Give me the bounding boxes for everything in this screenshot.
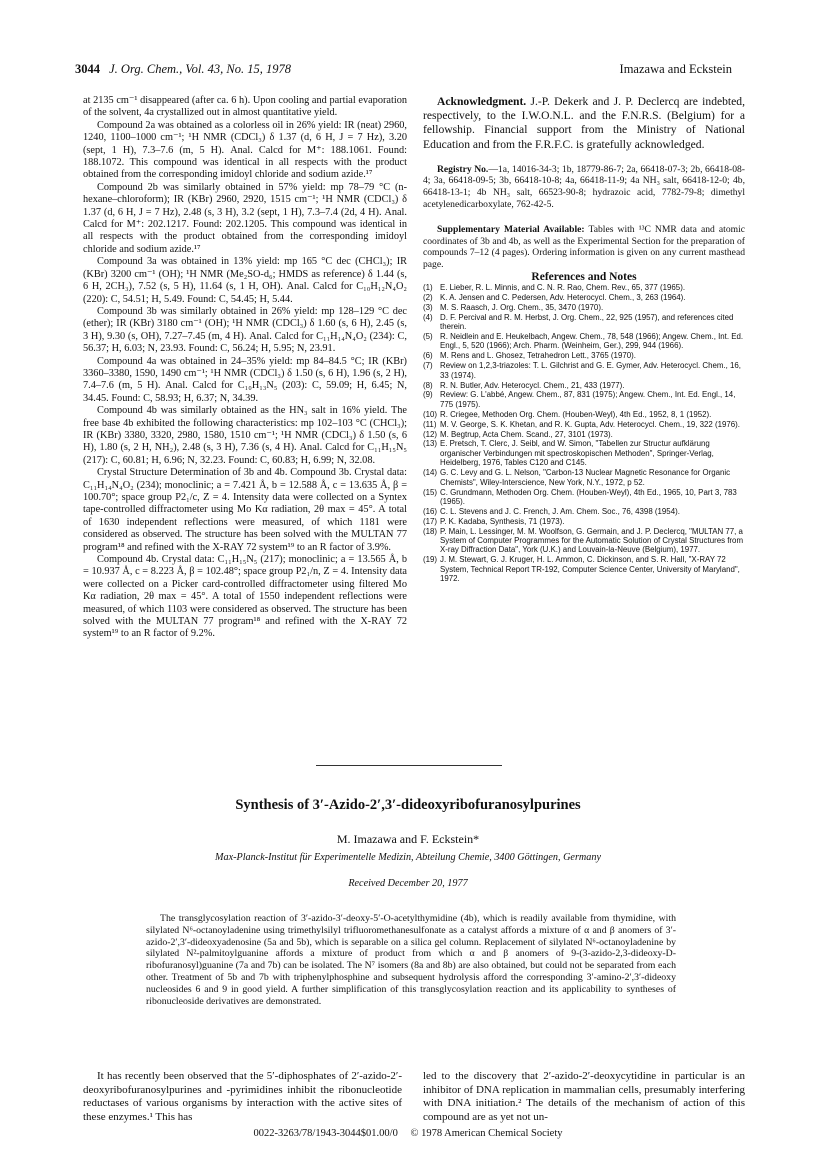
reference-text: R. Neidlein and E. Heukelbach, Angew. Chem., 78, 548 (1966); Angew. Chem., Int. Ed. Engl., 5, 520 (1966); Arch. Pharm. (Weinheim, Ger.), 299, 944 (1966). [440,332,744,351]
reference-number: (5) [423,332,433,341]
acknowledgment-text: J.-P. Dekerk and J. P. Declercq are indebted, respectively, to the I.W.O.N.L. and the F.N.R.S. (Belgium) for a fellowship. Financial support from the Ministry of National Education and from the F.R.F.C. is gratefully acknowledged. [423,95,745,151]
article-affiliation: Max-Planck-Institut für Experimentelle Medizin, Abteilung Chemie, 3400 Göttingen, Germany [214,852,601,863]
supplementary-material [423,224,745,270]
reference-item [423,527,745,555]
reference-number: (6) [423,351,433,361]
reference-text: Review on 1,2,3-triazoles: T. L. Gilchrist and G. E. Gymer, Adv. Heterocycl. Chem., 16, 33 (1974). [440,361,741,380]
reference-item [423,439,745,467]
registry-heading: Registry No. [437,163,489,175]
reference-number: (12) [423,429,438,439]
body-text-left: It has recently been observed that the 5′-diphosphates of 2′-azido-2′-deoxyribofuranosylpurines and -pyrimidines inhibit the ribonucleotide reductases of various organisms by interaction with the active sites of these enzymes.¹ This has [83,1070,402,1123]
paragraph: Compound 3b was similarly obtained in 26% yield: mp 128–129 °C dec (ether); IR (KBr) 3180 cm⁻¹ (OH); ¹H NMR (CDCl₃) δ 1.60 (s, 6 H), 2.45 (s, 3 H), 9.30 (s, OH), 7.27–7.45 (m, 4 H). Anal. Calcd for C₁₁H₁₄N₄O₂ (234): C, 56.37; H, 6.03; N, 23.93. Found: C, 56.24; H, 5.95; N, 23.91. [83,305,407,355]
reference-text: E. Lieber, R. L. Minnis, and C. N. R. Rao, Chem. Rev., 65, 377 (1965). [440,282,686,292]
reference-number: (16) [423,506,438,516]
reference-text: C. Grundmann, Methoden Org. Chem. (Houben-Weyl), 4th Ed., 1965, 10, Part 3, 783 (1965). [440,487,737,506]
article-authors: M. Imazawa and F. Eckstein* [336,832,480,846]
article-code: 0022-3263/78/1943-3044$01.00/0 [253,1128,398,1139]
experimental-column [83,95,407,641]
reference-number: (10) [423,409,438,419]
reference-text: P. Main, L. Lessinger, M. M. Woolfson, G. Germain, and J. P. Declercq, "MULTAN 77, a System of Computer Programmes for the Automatic Solution of Crystal Structures from X-ray Diffraction Data", York (U.K.) and Louvain-la-Neuve (Belgium), 1977. [440,526,744,555]
reference-number: (17) [423,516,438,526]
supplementary-heading: Supplementary Material Available: [437,224,585,236]
reference-text: E. Pretsch, T. Clerc, J. Seibl, and W. Simon, "Tabellen zur Structur aufklärung organischer Verbindungen mit spectroskopischen Methoden", Springer-Verlag, Heidelberg, 1976, Tables C120 and C145. [440,439,714,468]
reference-text: R. N. Butler, Adv. Heterocycl. Chem., 21, 433 (1977). [440,380,625,390]
abstract: The transglycosylation reaction of 3′-azido-3′-deoxy-5′-O-acetylthymidine (4b), which is readily available from thymidine, with silylated N⁶-octanoyladenine using trimethylsilyl trifluoromethanesulfonate as a catalyst affords a mixture of α and β anomers of 3′-azido-2′,3′-dideoxyadenosine (5a and 5b), which is separable on a silica gel column. Replacement of silylated N⁶-octanoyladenine by silylated N²-palmitoylguanine affords a mixture of product from which α and β anomers of 9-(3-azido-2,3-dideoxy-D-ribofuranosyl)guanine (7a and 7b) can be isolated. The N⁷ isomers (8a and 8b) are also obtained, but could not be separated from each other. Treatment of 5b and 7b with triphenylphosphine and subsequent hydrolysis afford the corresponding 3′-amino-2′,3′-dideoxy nucleosides 6 and 9 in good yield. A further simplification of this transglycosylation reaction and its applicability to syntheses of ribonucleoside derivatives are demonstrated. [146,913,676,1007]
acknowledgment-heading: Acknowledgment. [437,95,527,108]
acknowledgment [423,95,745,152]
reference-text: M. S. Raasch, J. Org. Chem., 35, 3470 (1970). [440,302,604,312]
page-header-left [75,62,291,77]
reference-item [423,555,745,583]
reference-number: (3) [423,302,433,312]
reference-text: M. Begtrup, Acta Chem. Scand., 27, 3101 (1973). [440,429,613,439]
reference-item [423,390,745,409]
reference-item [423,420,745,429]
reference-item [423,488,745,507]
section-divider [316,765,502,766]
reference-text: D. F. Percival and R. M. Herbst, J. Org. Chem., 22, 925 (1957), and references cited therein. [440,312,734,332]
references-list [423,283,745,584]
reference-text: R. Criegee, Methoden Org. Chem. (Houben-Weyl), 4th Ed., 1952, 8, 1 (1952). [440,409,712,419]
reference-text: J. M. Stewart, G. J. Kruger, H. L. Ammon, C. Dickinson, and S. R. Hall, "X-RAY 72 System, Technical Report TR-192, Computer Science Center, University of Maryland", 1972. [440,555,740,584]
reference-item [423,410,745,419]
page-footer [0,1128,816,1139]
reference-item [423,313,745,332]
reference-text: C. L. Stevens and J. C. French, J. Am. Chem. Soc., 76, 4398 (1954). [440,506,680,516]
registry-numbers [423,164,745,210]
received-date: Received December 20, 1977 [348,878,468,889]
reference-text: Review: G. L'abbé, Angew. Chem., 87, 831 (1975); Angew. Chem., Int. Ed. Engl., 14, 775 (1975). [440,390,736,409]
reference-number: (8) [423,380,433,390]
reference-number: (1) [423,282,433,292]
reference-number: (9) [423,390,433,400]
reference-number: (7) [423,361,433,371]
paragraph: at 2135 cm⁻¹ disappeared (after ca. 6 h). Upon cooling and partial evaporation of the solvent, 4a crystallized out in almost quantitative yield. [83,95,407,119]
reference-number: (15) [423,487,438,497]
reference-text: M. Rens and L. Ghosez, Tetrahedron Lett., 3765 (1970). [440,351,636,361]
reference-number: (2) [423,292,433,302]
reference-number: (19) [423,555,438,565]
reference-number: (11) [423,419,437,429]
registry-text: —1a, 14016-34-3; 1b, 18779-86-7; 2a, 66418-07-3; 2b, 66418-08-4; 3a, 66418-09-5; 3b, 66418-10-8; 4a, 66418-11-9; 4a NH₃ salt, 66418-12-0; 4b, 66418-13-1; 4b NH₃ salt, 66523-90-8; hydrazoic acid, 7782-79-8; dimethyl acetylenedicarboxylate, 762-42-5. [423,163,745,210]
reference-item [423,361,745,380]
reference-text: K. A. Jensen and C. Pedersen, Adv. Heterocycl. Chem., 3, 263 (1964). [440,292,686,302]
reference-item [423,293,745,302]
paragraph: Compound 4b. Crystal data: C₁₁H₁₅N₅ (217); monoclinic; a = 13.565 Å, b = 10.937 Å, c = 8.223 Å, β = 102.48°; space group P2₁/n, Z = 4. Intensity data were collected on a Picker card-controlled diffractometer using filtered Mo Kα radiation, 2θ max = 45°. A total of 1550 independent reflections were measured, of which 1103 were considered as observed. The structure has been solved with the MULTAN 77 program¹⁸ and refined with the X-RAY 72 system¹⁹ to an R factor of 9.2%. [83,554,407,640]
reference-item [423,381,745,390]
reference-number: (18) [423,526,438,536]
paragraph: Compound 4b was similarly obtained as the HN₃ salt in 16% yield. The free base 4b exhibited the following characteristics: mp 102–103 °C (CHCl₃); IR (KBr) 3380, 3320, 2980, 1580, 1510 cm⁻¹; ¹H NMR (CDCl₃) δ 1.50 (s, 6 H), 1.80 (s, 2 H, NH₂), 2.48 (s, 3 H), 7.36 (s, 4 H). Anal. Calcd for C₁₁H₁₅N₅ (217): C, 60.81; H, 6.96; N, 32.23. Found: C, 60.83; H, 6.99; N, 32.08. [83,405,407,466]
reference-text: M. V. George, S. K. Khetan, and R. K. Gupta, Adv. Heterocycl. Chem., 19, 322 (1976). [440,419,741,429]
supplementary-text: Tables with ¹³C NMR data and atomic coordinates of 3b and 4b, as well as the Experimental Section for the preparation of compounds 7–12 (4 pages). Ordering information is given on any current masthead page. [423,224,745,270]
reference-item [423,351,745,360]
page-number: 3044 [75,62,100,76]
journal-citation: J. Org. Chem., Vol. 43, No. 15, 1978 [109,62,291,76]
paragraph: Compound 2b was similarly obtained in 57% yield: mp 78–79 °C (n-hexane–chloroform); IR (KBr) 2960, 2920, 1515 cm⁻¹; ¹H NMR (CDCl₃) δ 1.37 (d, 6 H, J = 7 Hz), 2.48 (s, 3 H), 3.2 (sept, 1 H), 7.3–7.4 (2d, 4 H). Anal. Calcd for M⁺: 202.1217. Found: 202.1205. This compound was identical in all respects with the product obtained from the corresponding imidoyl chloride and sodium azide.¹⁷ [83,181,407,255]
reference-item [423,303,745,312]
reference-item [423,507,745,516]
copyright: © 1978 American Chemical Society [410,1128,563,1139]
reference-item [423,517,745,526]
running-head: Imazawa and Eckstein [619,62,732,76]
reference-item [423,430,745,439]
paragraph: Compound 3a was obtained in 13% yield: mp 165 °C dec (CHCl₃); IR (KBr) 3200 cm⁻¹ (OH); ¹H NMR (Me₂SO-d₆; HMDS as reference) δ 1.44 (s, 6 H, 2CH₃), 7.52 (s, 5 H), 11.64 (s, 1 H, OH). Anal. Calcd for C₁₀H₁₂N₄O₂ (220): C, 54.51; H, 5.49. Found: C, 54.45; H, 5.44. [83,256,407,305]
reference-item [423,283,745,292]
body-text-right: led to the discovery that 2′-azido-2′-deoxycytidine in particular is an inhibitor of DNA replication in mammalian cells, presumably interfering with DNA initiation.² The details of the mechanism of action of this compound are as yet not un- [423,1070,745,1123]
reference-number: (13) [423,439,438,449]
reference-text: G. C. Levy and G. L. Nelson, "Carbon-13 Nuclear Magnetic Resonance for Organic Chemists", Wiley-Interscience, New York, N.Y., 1972, p 52. [440,468,731,487]
paragraph: Crystal Structure Determination of 3b and 4b. Compound 3b. Crystal data: C₁₁H₁₄N₄O₂ (234); monoclinic; a = 7.421 Å, b = 12.588 Å, c = 13.635 Å, β = 100.70°; space group P2₁/c, Z = 4. Intensity data were collected on a Syntex tape-controlled diffractometer using Mo Kα radiation, 2θ max = 45°. A total of 1630 independent reflections were measured, of which 1181 were considered as observed. The structure has been solved with the MULTAN 77 program¹⁸ and refined with the X-RAY 72 system¹⁹ to an R factor of 3.9%. [83,467,407,553]
reference-item [423,332,745,351]
reference-item [423,468,745,487]
reference-text: P. K. Kadaba, Synthesis, 71 (1973). [440,516,565,526]
article-title: Synthesis of 3′-Azido-2′,3′-dideoxyribofuranosylpurines [235,797,581,813]
reference-number: (14) [423,468,438,478]
paragraph: Compound 2a was obtained as a colorless oil in 26% yield: IR (neat) 2960, 1240, 1100–1000 cm⁻¹; ¹H NMR (CDCl₃) δ 1.37 (d, 6 H, J = 7 Hz), 3.20 (sept, 1 H), 7.3–7.6 (m, 5 H). Anal. Calcd for M⁺: 188.1061. Found: 188.1072. This compound was identical in all respects with the product obtained from the corresponding imidoyl chloride and sodium azide.¹⁷ [83,119,407,181]
back-matter-column [423,95,745,584]
references-heading: References and Notes [531,270,637,283]
paragraph: Compound 4a was obtained in 24–35% yield: mp 84–84.5 °C; IR (KBr) 3360–3380, 1590, 1490 cm⁻¹; ¹H NMR (CDCl₃) δ 1.50 (s, 6 H), 1.96 (s, 2 H), 7.4–7.6 (m, 5 H). Anal. Calcd for C₁₀H₁₃N₅ (203): C, 59.09; H, 6.45; N, 34.45. Found: C, 58.93; H, 6.37; N, 34.39. [83,355,407,404]
reference-number: (4) [423,312,433,322]
